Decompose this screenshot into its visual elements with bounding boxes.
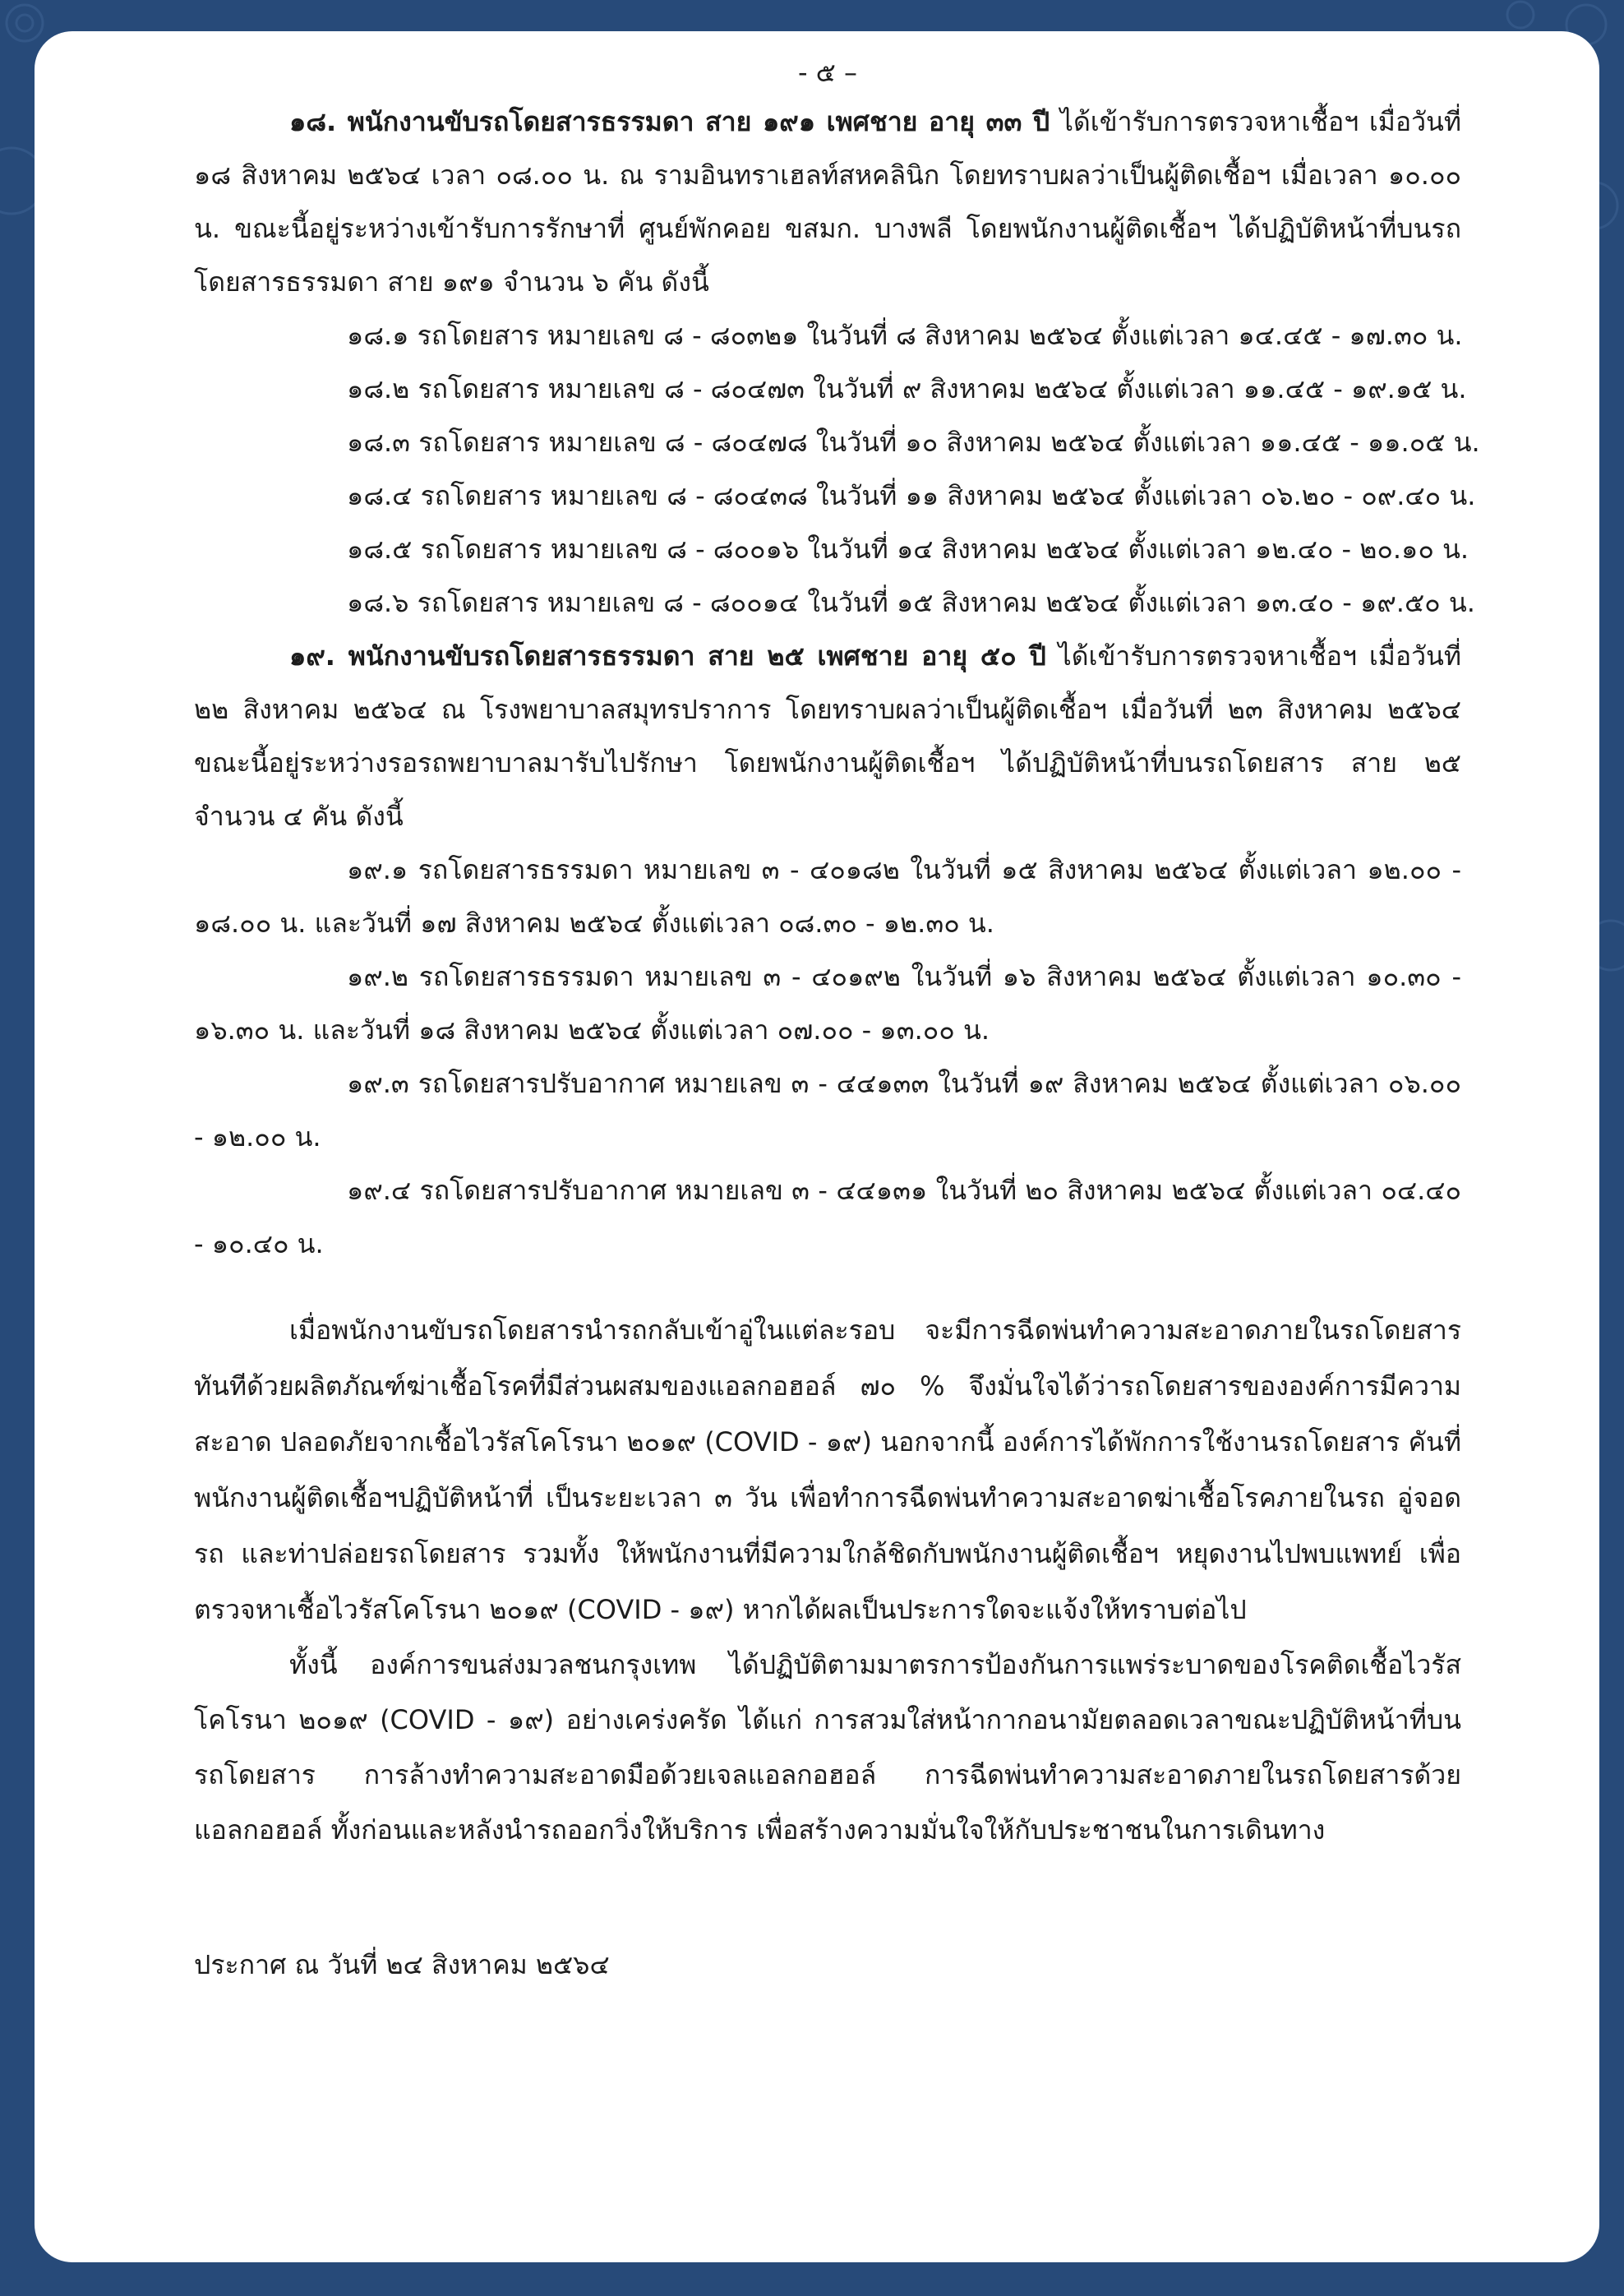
announcement-date: ประกาศ ณ วันที่ ๒๔ สิงหาคม ๒๕๖๔: [194, 1949, 610, 1980]
item-18-text: ได้เข้ารับการตรวจหาเชื้อฯ เมื่อวันที่ ๑๘ สิงหาคม ๒๕๖๔ เวลา ๐๘.๐๐ น. ณ รามอินทราเฮลท์สหคลินิก โดยทราบผลว่าเป็นผู้ติดเชื้อฯ เมื่อเวลา ๑๐.๐๐ น. ขณะนี้อยู่ระหว่างเข้ารับการรักษาที่ ศูนย์พักคอย ขสมก. บางพลี โดยพนักงานผู้ติดเชื้อฯ ได้ปฏิบัติหน้าที่บนรถโดยสารธรรมดา สาย ๑๙๑ จำนวน ๖ คัน ดังนี้: [194, 106, 1462, 298]
item-19-2: ๑๙.๒ รถโดยสารธรรมดา หมายเลข ๓ - ๔๐๑๙๒ ในวันที่ ๑๖ สิงหาคม ๒๕๖๔ ตั้งแต่เวลา ๑๐.๓๐ - ๑๖.๓๐ น. และวันที่ ๑๘ สิงหาคม ๒๕๖๔ ตั้งแต่เวลา ๐๗.๐๐ - ๑๓.๐๐ น.: [194, 961, 1461, 1046]
item-19-text: ได้เข้ารับการตรวจหาเชื้อฯ เมื่อวันที่ ๒๒ สิงหาคม ๒๕๖๔ ณ โรงพยาบาลสมุทรปราการ โดยทราบผลว่าเป็นผู้ติดเชื้อฯ เมื่อวันที่ ๒๓ สิงหาคม ๒๕๖๔ ขณะนี้อยู่ระหว่างรอรถพยาบาลมารับไปรักษา โดยพนักงานผู้ติดเชื้อฯ ได้ปฏิบัติหน้าที่บนรถโดยสาร สาย ๒๕ จำนวน ๔ คัน ดังนี้: [194, 640, 1462, 832]
page-number: - ๕ –: [797, 57, 858, 88]
item-19-heading: ๑๙. พนักงานขับรถโดยสารธรรมดา สาย ๒๕ เพศชาย อายุ ๕๐ ปี: [289, 640, 1046, 672]
paragraph-spacer: [194, 1271, 1461, 1302]
item-19-4: ๑๙.๔ รถโดยสารปรับอากาศ หมายเลข ๓ - ๔๔๑๓๑ ในวันที่ ๒๐ สิงหาคม ๒๕๖๔ ตั้งแต่เวลา ๐๔.๔๐ - ๑๐.๔๐ น.: [194, 1175, 1461, 1259]
item-18-1: ๑๘.๑ รถโดยสาร หมายเลข ๘ - ๘๐๓๒๑ ในวันที่ ๘ สิงหาคม ๒๕๖๔ ตั้งแต่เวลา ๑๔.๔๕ - ๑๗.๓๐ น.: [347, 320, 1463, 351]
measures-paragraph: ทั้งนี้ องค์การขนส่งมวลชนกรุงเทพ ได้ปฏิบัติตามมาตรการป้องกันการแพร่ระบาดของโรคติดเชื้อไวรัสโคโรนา ๒๐๑๙ (COVID - ๑๙) อย่างเคร่งครัด ได้แก่ การสวมใส่หน้ากากอนามัยตลอดเวลาขณะปฏิบัติหน้าที่บนรถโดยสาร การล้างทำความสะอาดมือด้วยเจลแอลกอฮอล์ การฉีดพ่นทำความสะอาดภายในรถโดยสารด้วยแอลกอฮอล์ ทั้งก่อนและหลังนำรถออกวิ่งให้บริการ เพื่อสร้างความมั่นใจให้กับประชาชนในการเดินทาง: [194, 1649, 1461, 1846]
item-19-1: ๑๙.๑ รถโดยสารธรรมดา หมายเลข ๓ - ๔๐๑๘๒ ในวันที่ ๑๕ สิงหาคม ๒๕๖๔ ตั้งแต่เวลา ๑๒.๐๐ - ๑๘.๐๐ น. และวันที่ ๑๗ สิงหาคม ๒๕๖๔ ตั้งแต่เวลา ๐๘.๓๐ - ๑๒.๓๐ น.: [194, 854, 1461, 939]
document-body: [194, 49, 1480, 1992]
item-18-5: ๑๘.๕ รถโดยสาร หมายเลข ๘ - ๘๐๐๑๖ ในวันที่ ๑๔ สิงหาคม ๒๕๖๔ ตั้งแต่เวลา ๑๒.๔๐ - ๒๐.๑๐ น.: [347, 534, 1469, 565]
item-18-heading: ๑๘. พนักงานขับรถโดยสารธรรมดา สาย ๑๙๑ เพศชาย อายุ ๓๓ ปี: [289, 106, 1050, 137]
item-19-3: ๑๙.๓ รถโดยสารปรับอากาศ หมายเลข ๓ - ๔๔๑๓๓ ในวันที่ ๑๙ สิงหาคม ๒๕๖๔ ตั้งแต่เวลา ๐๖.๐๐ - ๑๒.๐๐ น.: [194, 1068, 1461, 1153]
item-18-3: ๑๘.๓ รถโดยสาร หมายเลข ๘ - ๘๐๔๗๘ ในวันที่ ๑๐ สิงหาคม ๒๕๖๔ ตั้งแต่เวลา ๑๑.๔๕ - ๑๑.๐๕ น.: [347, 427, 1480, 458]
item-19-paragraph: [194, 630, 1461, 843]
cleaning-paragraph: เมื่อพนักงานขับรถโดยสารนำรถกลับเข้าอู่ในแต่ละรอบ จะมีการฉีดพ่นทำความสะอาดภายในรถโดยสารทันทีด้วยผลิตภัณฑ์ฆ่าเชื้อโรคที่มีส่วนผสมของแอลกอฮอล์ ๗๐ % จึงมั่นใจได้ว่ารถโดยสารขององค์การมีความสะอาด ปลอดภัยจากเชื้อไวรัสโคโรนา ๒๐๑๙ (COVID - ๑๙) นอกจากนี้ องค์การได้พักการใช้งานรถโดยสาร คันที่พนักงานผู้ติดเชื้อฯปฏิบัติหน้าที่ เป็นระยะเวลา ๓ วัน เพื่อทำการฉีดพ่นทำความสะอาดฆ่าเชื้อโรคภายในรถ อู่จอดรถ และท่าปล่อยรถโดยสาร รวมทั้ง ให้พนักงานที่มีความใกล้ชิดกับพนักงานผู้ติดเชื้อฯ หยุดงานไปพบแพทย์ เพื่อตรวจหาเชื้อไวรัสโคโรนา ๒๐๑๙ (COVID - ๑๙) หากได้ผลเป็นประการใดจะแจ้งให้ทราบต่อไป: [194, 1314, 1462, 1625]
item-18-paragraph: [194, 95, 1461, 309]
item-18-6: ๑๘.๖ รถโดยสาร หมายเลข ๘ - ๘๐๐๑๔ ในวันที่ ๑๕ สิงหาคม ๒๕๖๔ ตั้งแต่เวลา ๑๓.๔๐ - ๑๙.๕๐ น.: [347, 587, 1475, 618]
item-18-4: ๑๘.๔ รถโดยสาร หมายเลข ๘ - ๘๐๔๓๘ ในวันที่ ๑๑ สิงหาคม ๒๕๖๔ ตั้งแต่เวลา ๐๖.๒๐ - ๐๙.๔๐ น.: [347, 480, 1476, 511]
item-18-2: ๑๘.๒ รถโดยสาร หมายเลข ๘ - ๘๐๔๗๓ ในวันที่ ๙ สิงหาคม ๒๕๖๔ ตั้งแต่เวลา ๑๑.๔๕ - ๑๙.๑๕ น.: [347, 373, 1467, 404]
document-page: [35, 31, 1599, 2262]
